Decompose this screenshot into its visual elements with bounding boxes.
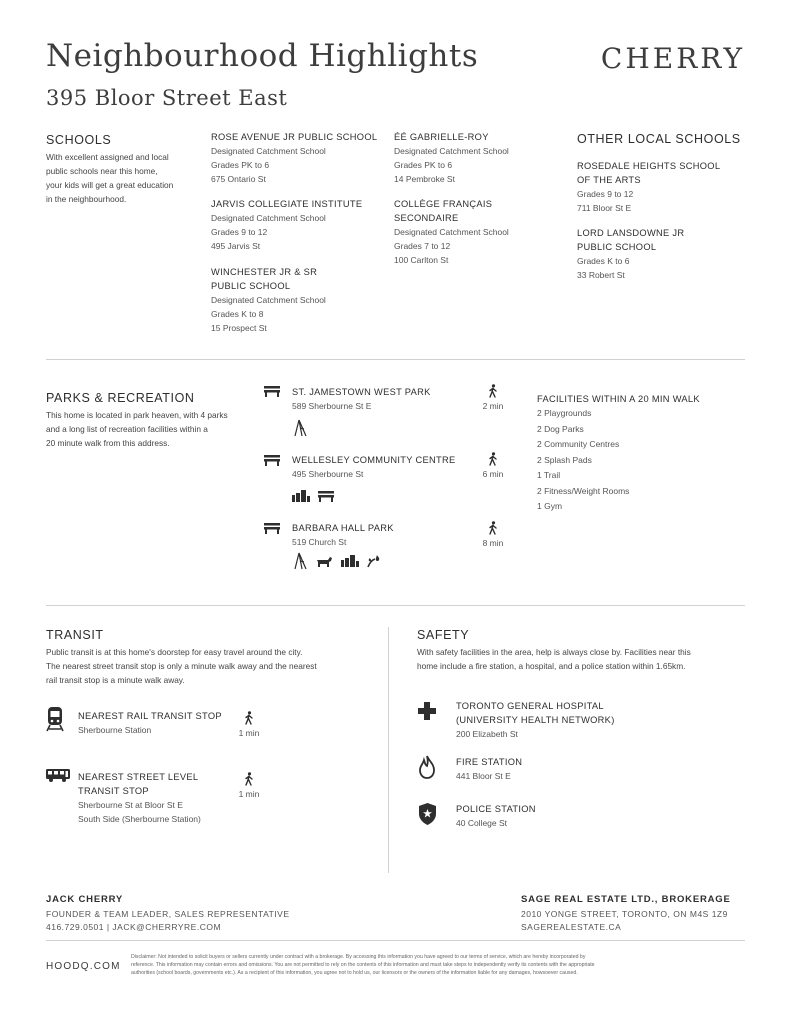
safety-card: FIRE STATION 441 Bloor St E xyxy=(456,757,523,781)
hoodq-logo: HOODQ.COM xyxy=(46,961,121,972)
school-card: COLLÈGE FRANÇAIS SECONDAIRE Designated Catchment School Grades 7 to 12 100 Carlton St xyxy=(394,199,509,265)
playground-icon xyxy=(292,419,308,437)
playground-icon xyxy=(292,552,308,570)
school-card: JARVIS COLLEGIATE INSTITUTE Designated Catchment School Grades 9 to 12 495 Jarvis St xyxy=(211,199,363,251)
hospital-cross-icon xyxy=(418,702,436,720)
disclaimer: Disclaimer: Not intended to solicit buyers or sellers currently under contract with a brokerage. By accessing this information you have agreed to our terms of service, which are hereby incorporated by reference. This information may contain errors and omissions. You are not permitted to rely on the contents of this information and must take steps to independently verify its contents with the appropriate authorities (school boards, governments etc.). As a recipient of this information, you agree not to hold us, our licensors or the owners of the information liable for any damages, howsoever caused. xyxy=(131,954,595,976)
rail-transit-card: NEAREST RAIL TRANSIT STOP Sherbourne Station xyxy=(78,711,222,735)
park-bench-icon xyxy=(263,522,281,534)
splash-pad-icon xyxy=(366,554,382,568)
amenity-icons xyxy=(292,487,338,505)
park-card: ST. JAMESTOWN WEST PARK 589 Sherbourne St E xyxy=(292,387,431,411)
parks-heading: PARKS & RECREATION xyxy=(46,391,195,405)
fire-icon xyxy=(419,755,435,779)
page-title: Neighbourhood Highlights xyxy=(46,38,479,74)
park-bench-icon xyxy=(263,454,281,466)
park-card: WELLESLEY COMMUNITY CENTRE 495 Sherbourne St xyxy=(292,455,456,479)
walking-person-icon xyxy=(488,521,498,535)
footer-divider xyxy=(46,940,745,941)
transit-description: Public transit is at this home's doorstep for easy travel around the city. The nearest street transit stop is only a minute walk away and the nearest rail transit stop is a minute walk away. xyxy=(46,647,317,685)
column-divider xyxy=(388,627,389,873)
fitness-icon xyxy=(341,555,359,567)
walk-time: 1 min xyxy=(229,772,269,799)
school-card: ROSE AVENUE JR PUBLIC SCHOOL Designated Catchment School Grades PK to 6 675 Ontario St xyxy=(211,132,378,184)
safety-card: POLICE STATION 40 College St xyxy=(456,804,536,828)
walking-person-icon xyxy=(488,384,498,398)
section-divider xyxy=(46,605,745,606)
street-transit-card: NEAREST STREET LEVEL TRANSIT STOP Sherbourne St at Bloor St E South Side (Sherbourne Station) xyxy=(78,772,201,824)
safety-heading: SAFETY xyxy=(417,628,470,642)
park-bench-icon xyxy=(263,385,281,397)
school-card: ROSEDALE HEIGHTS SCHOOL OF THE ARTS Grades 9 to 12 711 Bloor St E xyxy=(577,161,721,213)
park-card: BARBARA HALL PARK 519 Church St xyxy=(292,523,394,547)
school-card: WINCHESTER JR & SR PUBLIC SCHOOL Designated Catchment School Grades K to 8 15 Prospect St xyxy=(211,267,326,333)
police-badge-icon xyxy=(419,803,436,825)
agent-info: JACK CHERRY FOUNDER & TEAM LEADER, SALES REPRESENTATIVE 416.729.0501 | JACK@CHERRYRE.COM xyxy=(46,894,290,932)
dog-park-icon xyxy=(315,555,333,567)
parks-description: This home is located in park heaven, with 4 parks and a long list of recreation facilities within a 20 minute walk from this address. xyxy=(46,410,228,448)
school-card: ÉÉ GABRIELLE-ROY Designated Catchment School Grades PK to 6 14 Pembroke St xyxy=(394,132,509,184)
bus-icon xyxy=(46,769,70,782)
transit-heading: TRANSIT xyxy=(46,628,104,642)
walk-time: 8 min xyxy=(473,521,513,548)
other-schools-heading: OTHER LOCAL SCHOOLS xyxy=(577,132,741,146)
amenity-icons xyxy=(292,552,385,570)
facilities-list: FACILITIES WITHIN A 20 MIN WALK 2 Playgrounds 2 Dog Parks 2 Community Centres 2 Splash Pads 1 Trail 2 Fitness/Weight Rooms 1 Gym xyxy=(537,392,747,515)
community-centre-icon xyxy=(317,490,335,502)
walking-person-icon xyxy=(488,452,498,466)
facilities-heading: FACILITIES WITHIN A 20 MIN WALK xyxy=(537,394,700,404)
fitness-icon xyxy=(292,490,310,502)
walk-time: 1 min xyxy=(229,711,269,738)
brand-logo: CHERRY xyxy=(600,42,745,75)
schools-description: With excellent assigned and local public schools near this home, your kids will get a great education in the neighbourhood. xyxy=(46,152,174,204)
school-card: LORD LANSDOWNE JR PUBLIC SCHOOL Grades K to 6 33 Robert St xyxy=(577,228,685,280)
train-icon xyxy=(46,706,64,732)
walking-person-icon xyxy=(244,772,254,786)
brokerage-info: SAGE REAL ESTATE LTD., BROKERAGE 2010 YONGE STREET, TORONTO, ON M4S 1Z9 SAGEREALESTATE.CA xyxy=(521,894,731,932)
safety-description: With safety facilities in the area, help is always close by. Facilities near this home include a fire station, a hospital, and a police station within 1.65km. xyxy=(417,647,691,671)
property-address: 395 Bloor Street East xyxy=(46,86,288,110)
walk-time: 6 min xyxy=(473,452,513,479)
walk-time: 2 min xyxy=(473,384,513,411)
safety-card: TORONTO GENERAL HOSPITAL (UNIVERSITY HEALTH NETWORK) 200 Elizabeth St xyxy=(456,701,615,739)
schools-heading: SCHOOLS xyxy=(46,133,112,147)
walking-person-icon xyxy=(244,711,254,725)
section-divider xyxy=(46,359,745,360)
